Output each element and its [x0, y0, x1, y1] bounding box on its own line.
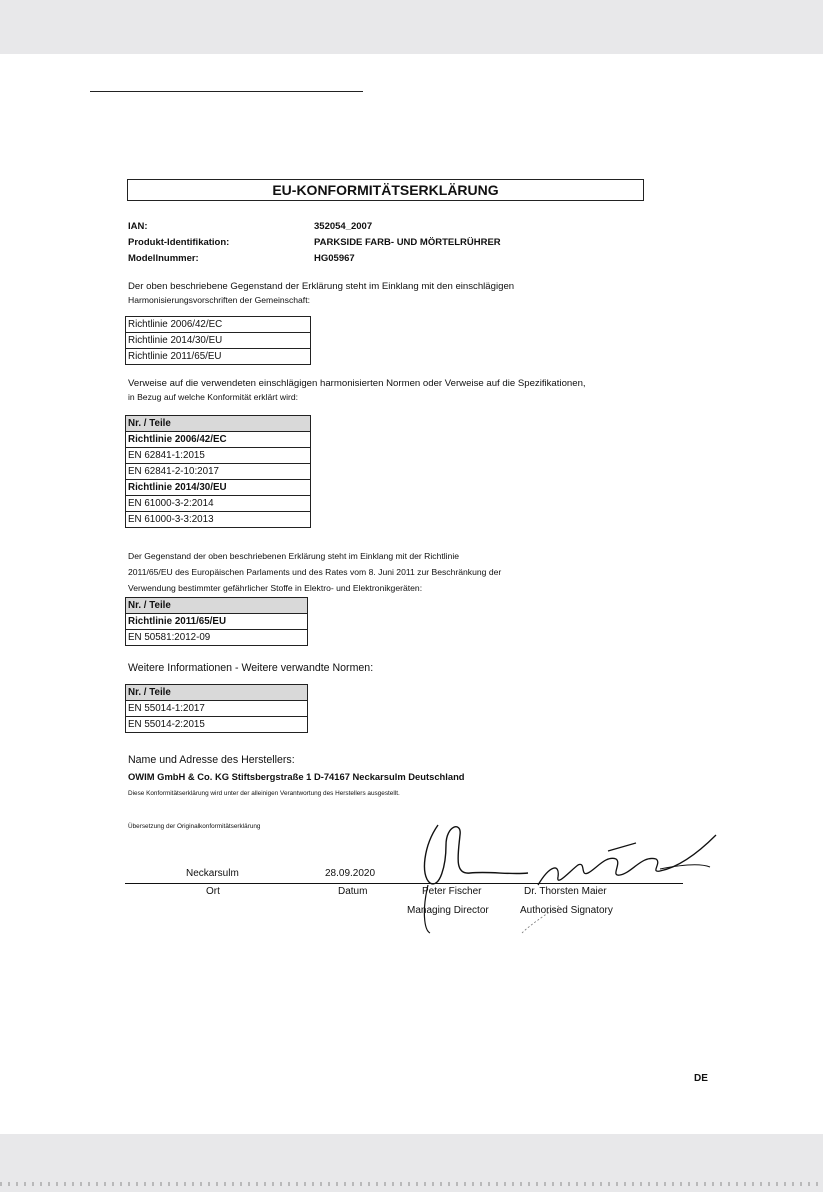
product-id-value: PARKSIDE FARB- UND MÖRTELRÜHRER	[314, 237, 501, 248]
directive-cell: Richtlinie 2006/42/EC	[126, 317, 311, 333]
date-label: Datum	[338, 886, 368, 897]
standard-cell: EN 61000-3-3:2013	[126, 512, 311, 528]
further-standards-table	[125, 684, 308, 733]
manufacturer-heading: Name und Adresse des Herstellers:	[128, 754, 295, 766]
standard-cell: Richtlinie 2006/42/EC	[126, 432, 311, 448]
language-code: DE	[694, 1073, 708, 1084]
manufacturer-address: OWIM GmbH & Co. KG Stiftsbergstraße 1 D-74167 Neckarsulm Deutschland	[128, 771, 465, 782]
standards-table	[125, 415, 311, 528]
further-standard-cell: EN 55014-2:2015	[126, 717, 308, 733]
rohs-line-3: Verwendung bestimmter gefährlicher Stoffe in Elektro- und Elektronikgeräten:	[128, 583, 423, 593]
top-band	[0, 0, 823, 54]
further-standard-cell: EN 55014-1:2017	[126, 701, 308, 717]
rohs-line-2: 2011/65/EU des Europäischen Parlaments und des Rates vom 8. Juni 2011 zur Beschränkung der	[128, 567, 502, 577]
signature-line	[125, 883, 683, 884]
references-line-1: Verweise auf die verwendeten einschlägigen harmonisierten Normen oder Verweise auf die Spezifikationen,	[128, 378, 586, 389]
rohs-table	[125, 597, 308, 646]
signer-1-name: Peter Fischer	[422, 886, 482, 897]
rohs-line-1: Der Gegenstand der oben beschriebenen Erklärung steht im Einklang mit der Richtlinie	[128, 551, 460, 561]
signer-1-role: Managing Director	[407, 905, 489, 916]
header-rule	[90, 91, 363, 92]
signer-2-name: Dr. Thorsten Maier	[524, 886, 607, 897]
intro-line-1: Der oben beschriebene Gegenstand der Erklärung steht im Einklang mit den einschlägigen	[128, 281, 515, 292]
rohs-cell: EN 50581:2012-09	[126, 630, 308, 646]
model-number-label: Modellnummer:	[128, 253, 199, 264]
model-number-value: HG05967	[314, 253, 355, 264]
standard-cell: EN 62841-2-10:2017	[126, 464, 311, 480]
bottom-band-line	[0, 1182, 823, 1186]
references-line-2: in Bezug auf welche Konformität erklärt wird:	[128, 392, 299, 402]
date-value: 28.09.2020	[325, 868, 376, 879]
place-value: Neckarsulm	[186, 868, 239, 879]
table-header: Nr. / Teile	[126, 416, 311, 432]
translation-note: Übersetzung der Originalkonformitätserklärung	[128, 823, 261, 830]
rohs-cell: Richtlinie 2011/65/EU	[126, 614, 308, 630]
product-id-label: Produkt-Identifikation:	[128, 237, 230, 248]
directive-cell: Richtlinie 2011/65/EU	[126, 349, 311, 365]
standard-cell: EN 61000-3-2:2014	[126, 496, 311, 512]
ian-value: 352054_2007	[314, 221, 373, 232]
signer-2-role: Authorised Signatory	[520, 905, 613, 916]
standard-cell: Richtlinie 2014/30/EU	[126, 480, 311, 496]
responsibility-statement: Diese Konformitätserklärung wird unter der alleinigen Verantwortung des Herstellers ausgestellt.	[128, 790, 400, 797]
directives-table	[125, 316, 311, 365]
table-header: Nr. / Teile	[126, 685, 308, 701]
directive-cell: Richtlinie 2014/30/EU	[126, 333, 311, 349]
place-label: Ort	[206, 886, 220, 897]
further-info-heading: Weitere Informationen - Weitere verwandte Normen:	[128, 662, 374, 674]
intro-line-2: Harmonisierungsvorschriften der Gemeinschaft:	[128, 295, 310, 305]
document-title: EU-KONFORMITÄTSERKLÄRUNG	[127, 179, 644, 201]
standard-cell: EN 62841-1:2015	[126, 448, 311, 464]
table-header: Nr. / Teile	[126, 598, 308, 614]
signatures-image	[410, 815, 730, 955]
ian-label: IAN:	[128, 221, 148, 232]
